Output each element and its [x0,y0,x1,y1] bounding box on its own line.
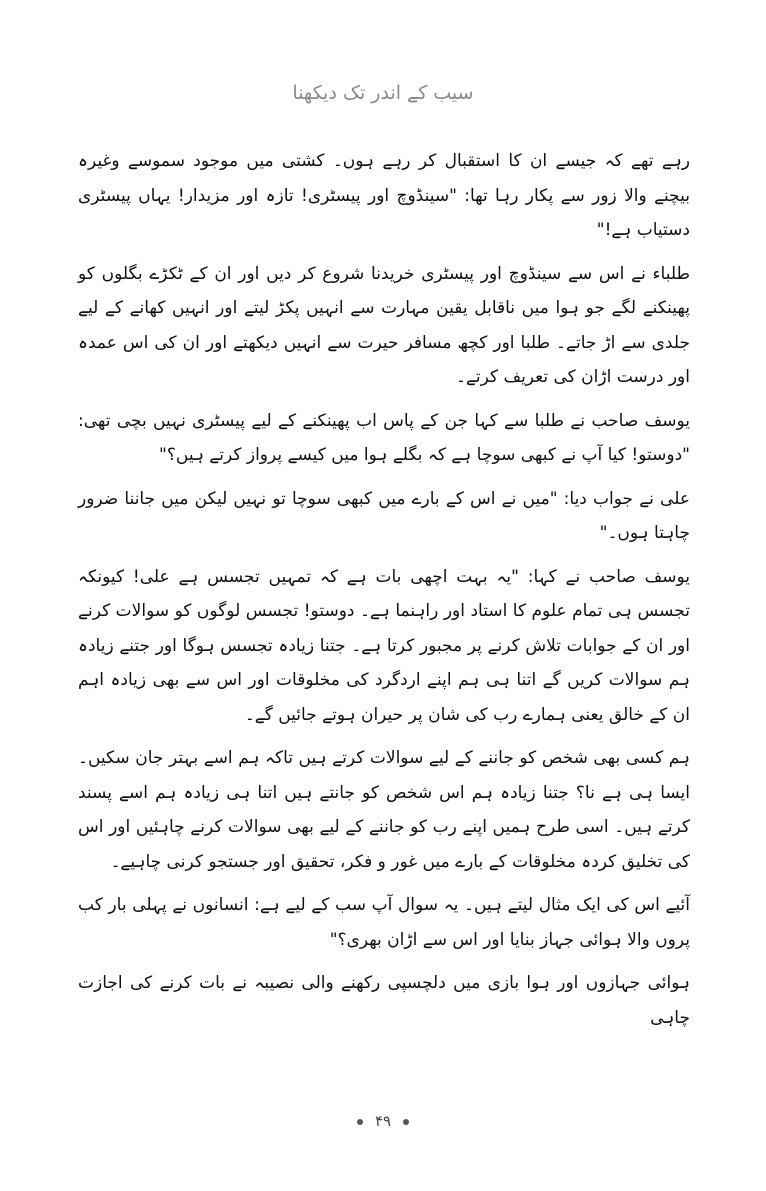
page-number: ۴۹ [374,1112,392,1130]
bullet-icon [403,1119,409,1125]
paragraph: یوسف صاحب نے کہا: "یہ بہت اچھی بات ہے کہ تمہیں تجسس ہے علی! کیونکہ تجسس ہی تمام علوم کا استاد اور راہنما ہے۔ دوستو! تجسس لوگوں کو سوالات کرنے اور ان کے جوابات تلاش کرنے پر مجبور کرتا ہے۔ جتنا زیادہ تجسس ہوگا اور جتنے زیادہ ہم سوالات کریں گے اتنا ہی ہم اپنے اردگرد کی مخلوقات اور اس سے بھی زیادہ اہم ان کے خالق یعنی ہمارے رب کی شان پر حیران ہوتے جائیں گے۔ [78,566,690,725]
body-text [78,144,690,1044]
paragraph: ہوائی جہازوں اور ہوا بازی میں دلچسپی رکھنے والی نصیبہ نے بات کرنے کی اجازت چاہی [78,973,690,1028]
paragraph: علی نے جواب دیا: "میں نے اس کے بارے میں کبھی سوچا تو نہیں لیکن میں جاننا ضرور چاہتا ہوں۔" [78,488,690,543]
bullet-icon [357,1119,363,1125]
paragraph: یوسف صاحب نے طلبا سے کہا جن کے پاس اب پھینکنے کے لیے پیسٹری نہیں بچی تھی: "دوستو! کیا آپ نے کبھی سوچا ہے کہ بگلے ہوا میں کیسے پرواز کرتے ہیں؟" [78,410,690,465]
paragraph: ہم کسی بھی شخص کو جاننے کے لیے سوالات کرتے ہیں تاکہ ہم اسے بہتر جان سکیں۔ ایسا ہی ہے نا؟ جتنا زیادہ ہم اس شخص کو جانتے ہیں اتنا ہی زیادہ ہم اسے پسند کرتے ہیں۔ اسی طرح ہمیں اپنے رب کو جاننے کے لیے بھی سوالات کرنے چاہئیں اور اس کی تخلیق کردہ مخلوقات کے بارے میں غور و فکر، تحقیق اور جستجو کرنی چاہیے۔ [78,748,690,872]
running-head: سیب کے اندر تک دیکھنا [292,82,474,104]
paragraph: آئیے اس کی ایک مثال لیتے ہیں۔ یہ سوال آپ سب کے لیے ہے: انسانوں نے پہلی بار کب پروں والا ہوائی جہاز بنایا اور اس سے اڑان بھری؟" [78,895,690,950]
paragraph: رہے تھے کہ جیسے ان کا استقبال کر رہے ہوں۔ کشتی میں موجود سموسے وغیرہ بیچنے والا زور سے پکار رہا تھا: "سینڈوچ اور پیسٹری! تازہ اور مزیدار! یہاں پیسٹری دستیاب ہے!" [78,151,690,240]
paragraph: طلباء نے اس سے سینڈوچ اور پیسٹری خریدنا شروع کر دیں اور ان کے ٹکڑے بگلوں کو پھینکنے لگے جو ہوا میں ناقابل یقین مہارت سے انہیں پکڑ لیتے اور انہیں کھانے کے لیے جلدی سے اڑ جاتے۔ طلبا اور کچھ مسافر حیرت سے انہیں دیکھتے اور ان کی اس عمدہ اور درست اڑان کی تعریف کرتے۔ [78,263,690,387]
page-number-footer [0,1112,766,1130]
